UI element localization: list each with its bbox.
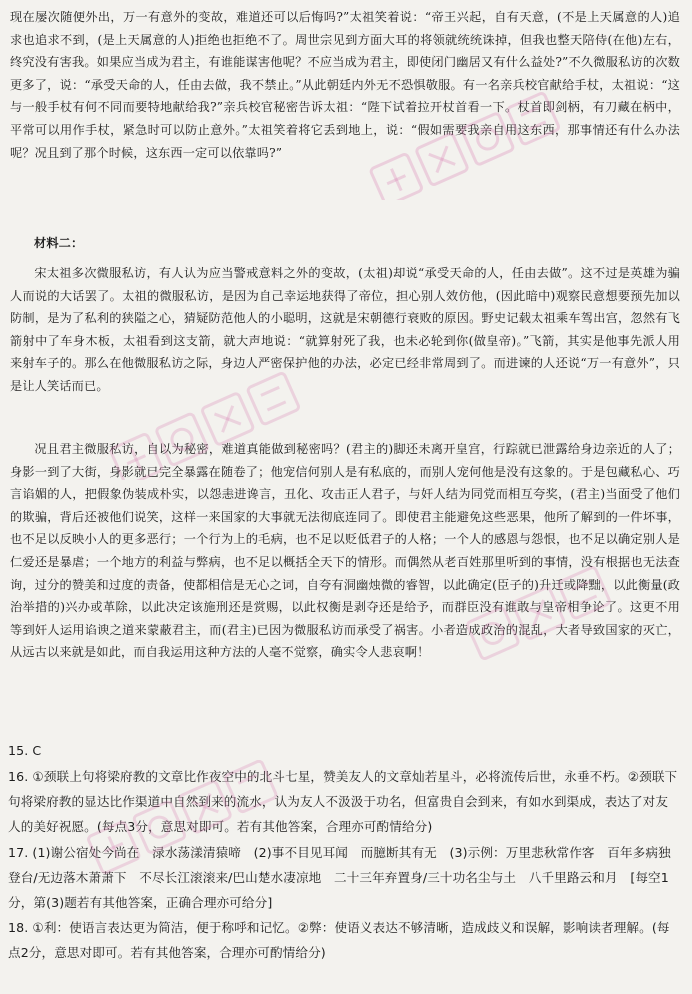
translation-paragraph-1: 现在屡次随便外出，万一有意外的变故，难道还可以后悔吗?”太祖笑着说：“帝王兴起，自有天意，(不是上天属意的人)追求也追求不到，(是上天属意的人)拒绝也拒绝不了。周世宗见到方面大耳的将领就统统诛掉，但我也整天陪侍(在他)左右，终究没有害我。如果应当成为君主，有谁能谋害他呢？不应当成为君主，即使闭门幽居又有什么益处?”不久微服私访的次数更多了，说：“承受天命的人，任由去做，我不禁止。”从此朝廷内外无不恐惧敬服。有一名亲兵校官献给手杖，太祖说：“这与一般手杖有何不同而要特地献给我?”亲兵校官秘密告诉太祖：“陛下试着拉开杖首看一下。杖首即剑柄，有刀藏在柄中，平常可以用作手杖，紧急时可以防止意外。”太祖笑着将它丢到地上，说：“假如需要我亲自用这东西，那事情还有什么办法呢？况且到了那个时候，这东西一定可以依靠吗?” — [10, 10, 680, 160]
answer-17: 17. (1)谢公宿处今尚在 渌水荡漾清猿啼 (2)事不目见耳闻 而臆断其有无 (3)示例：万里悲秋常作客 百年多病独登台/无边落木萧萧下 不尽长江滚滚来/巴山楚水凄凉地 二十三年弃置身/三十功名尘与土 八千里路云和月 [每空1分，第(3)题若有其他答案，正确合理亦可给分] — [8, 845, 671, 910]
translation-paragraph-2: 宋太祖多次微服私访，有人认为应当警戒意料之外的变故，(太祖)却说“承受天命的人，任由去做”。这不过是英雄为骗人而说的大话罢了。太祖的微服私访，是因为自己幸运地获得了帝位，担心别人效仿他，(因此暗中)观察民意想要预先加以防制，是为了私利的狭隘之心，猜疑防范他人的小聪明，这就是宋朝德行衰败的原因。野史记载太祖乘车驾出宫，忽然有飞箭射中了车身木板，太祖看到这支箭，就大声地说：“就算射死了我，也未必轮到你(做皇帝)。”飞箭，其实是他事先派人用来射车子的。那么在他微服私访之际，身边人严密保护他的办法，必定已经非常周到了。而进谏的人还说“万一有意外”，只是让人笑话而已。 — [10, 266, 680, 393]
watermark-seal-icon — [460, 550, 680, 670]
watermark-seal-icon — [90, 360, 410, 480]
watermark-seal-icon — [360, 80, 660, 200]
answer-18: 18. ①利：使语言表达更为简洁，便于称呼和记忆。②弊：使语义表达不够清晰，造成歧义和误解，影响读者理解。(每点2分，意思对即可。若有其他答案，合理亦可酌情给分) — [8, 920, 670, 960]
answer-16: 16. ①颈联上句将梁府教的文章比作夜空中的北斗七星，赞美友人的文章灿若星斗，必将流传后世，永垂不朽。②颈联下句将梁府教的显达比作渠道中自然到来的流水，认为友人不汲汲于功名，但富贵自会到来，有如水到渠成，表达了对友人的美好祝愿。(每点3分，意思对即可。若有其他答案，合理亦可酌情给分) — [8, 769, 678, 834]
translation-paragraph-3: 况且君主微服私访，自以为秘密，难道真能做到秘密吗？(君主的)脚还未离开皇宫，行踪就已泄露给身边亲近的人了；身影一到了大街，身影就已完全暴露在随卷了；他宠信何别人是有私底的，而别人宠何他是没有这象的。于是包藏私心、巧言谄媚的人，把假象伪装成朴实，以怨恚进谗言，丑化、攻击正人君子，与奸人结为同党而相互夸奖，(君主)当面受了他们的欺骗，背后还被他们说笑，这样一来国家的大事就无法彻底连同了。即使君主能避免这些恶果，他所了解到的一件坏事，也不足以反映小人的更多恶行；一个行为上的毛病，也不足以贬低君子的人格；一个人的感恩与怨恨，也不足以确定别人是仁爱还是暴虐；一个地方的利益与弊病，也不足以概括全天下的情形。而偶然从老百姓那里听到的事情，没有根据也无法查询，过分的赞美和过度的责备，使都相信是无心之词，自夸有洞幽烛微的睿智，以此确定(臣子的)升迁或降黜，以此衡量(政治举措的)兴办或革除，以此决定该施刑还是赏赐，以此权衡是剥夺还是给予，而群臣没有谁敢与皇帝相争论了。这更不用等到奸人运用谄谀之道来蒙蔽君主，而(君主)已因为微服私访而承受了祸害。小者造成政治的混乱，大者导致国家的灭亡，从远古以来就是如此，而自我运用这种方法的人毫不觉察，确实令人悲哀啊！ — [10, 442, 680, 660]
answer-15: 15. C — [8, 743, 42, 758]
material-two-heading: 材料二： — [34, 236, 84, 250]
watermark-seal-icon — [80, 760, 320, 880]
